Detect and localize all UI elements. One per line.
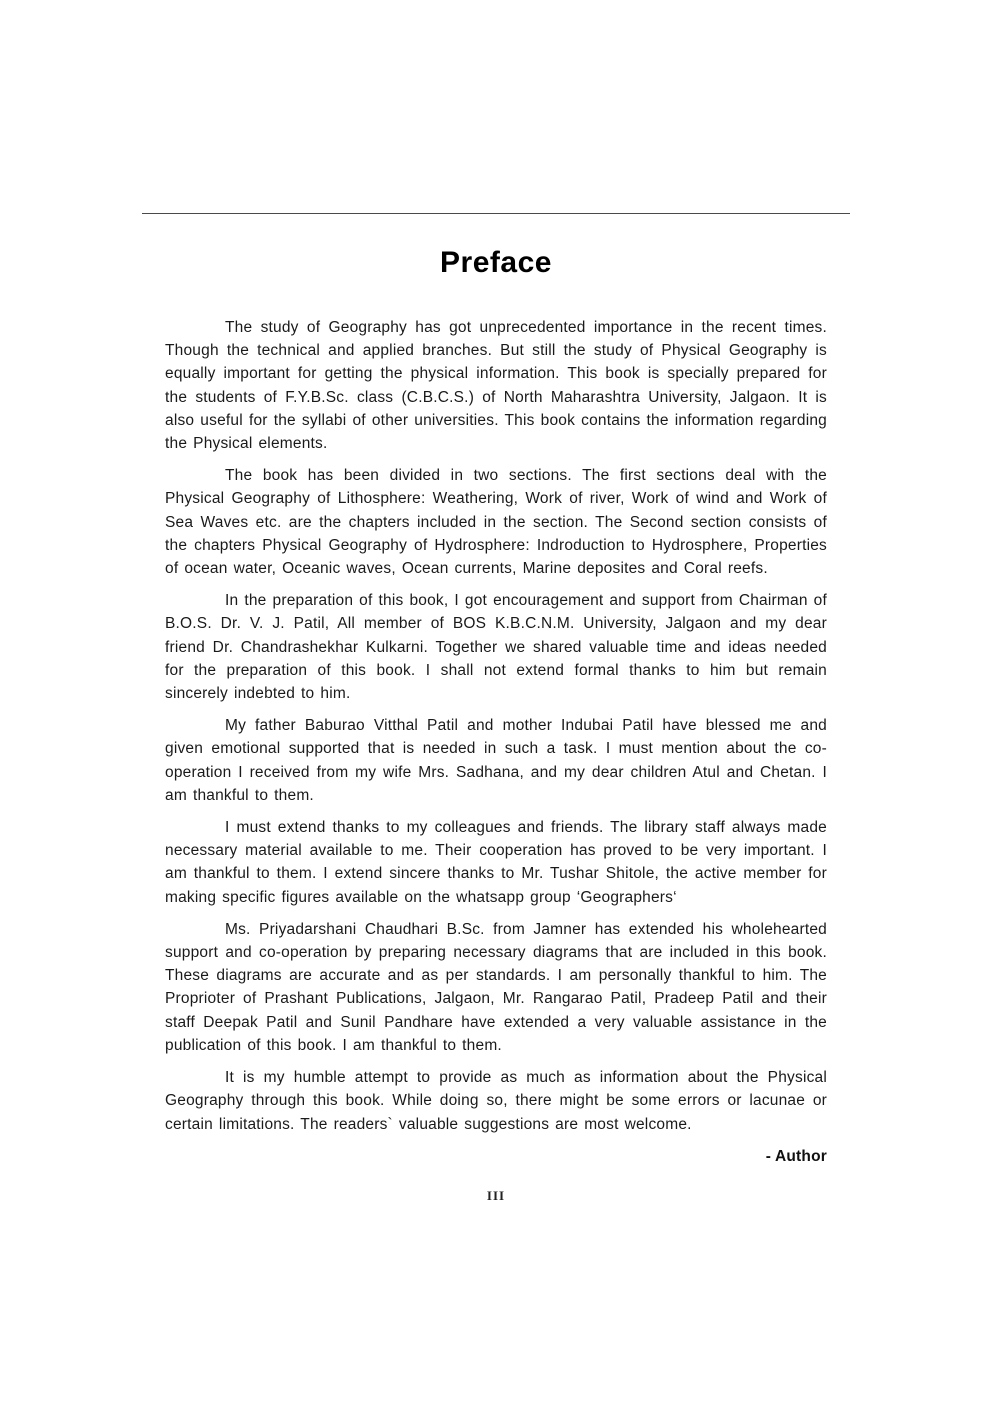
- preface-paragraph-7: It is my humble attempt to provide as much as information about the Physical Geography through this book. While doing so, there might be some errors or lacunae or certain limitations. The readers` valuable suggestions are most welcome.: [165, 1069, 827, 1133]
- preface-paragraph-6: Ms. Priyadarshani Chaudhari B.Sc. from Jamner has extended his wholehearted support and co-operation by preparing necessary diagrams that are included in this book. These diagrams are accurate and as per standards. I am personally thankful to him. The Proprioter of Prashant Publications, Jalgaon, Mr. Rangarao Patil, Pradeep Patil and their staff Deepak Patil and Sunil Pandhare have extended a very valuable assistance in the publication of this book. I am thankful to them.: [165, 920, 827, 1054]
- page-title: Preface: [440, 246, 552, 279]
- page-content: [165, 246, 827, 1166]
- preface-paragraph-3: In the preparation of this book, I got encouragement and support from Chairman of B.O.S. Dr. V. J. Patil, All member of BOS K.B.C.N.M. University, Jalgaon and my dear friend Dr. Chandrashekhar Kulkarni. Together we shared valuable time and ideas needed for the preparation of this book. I shall not extend formal thanks to him but remain sincerely indebted to him.: [165, 592, 827, 703]
- preface-paragraph-1: The study of Geography has got unprecedented importance in the recent times. Though the technical and applied branches. But still the study of Physical Geography is equally important for getting the physical information. This book is specially prepared for the students of F.Y.B.Sc. class (C.B.C.S.) of North Maharashtra University, Jalgaon. It is also useful for the syllabi of other universities. This book contains the information regarding the Physical elements.: [165, 319, 827, 453]
- preface-paragraph-5: I must extend thanks to my colleagues and friends. The library staff always made necessary material available to me. Their cooperation has proved to be very important. I am thankful to them. I extend sincere thanks to Mr. Tushar Shitole, the active member for making specific figures available on the whatsapp group ‘Geographers‘: [165, 819, 827, 906]
- page-number: III: [486, 1188, 506, 1203]
- preface-paragraph-2: The book has been divided in two sections. The first sections deal with the Physical Geography of Lithosphere: Weathering, Work of river, Work of wind and Work of Sea Waves etc. are the chapters included in the section. The Second section consists of the chapters Physical Geography of Hydrosphere: Indroduction to Hydrosphere, Properties of ocean water, Oceanic waves, Ocean currents, Marine deposites and Coral reefs.: [165, 467, 827, 578]
- header-rule: [142, 213, 850, 214]
- author-signature: - Author: [765, 1147, 827, 1165]
- preface-paragraph-4: My father Baburao Vitthal Patil and mother Indubai Patil have blessed me and given emotional supported that is needed in such a task. I must mention about the co-operation I received from my wife Mrs. Sadhana, and my dear children Atul and Chetan. I am thankful to them.: [165, 717, 827, 804]
